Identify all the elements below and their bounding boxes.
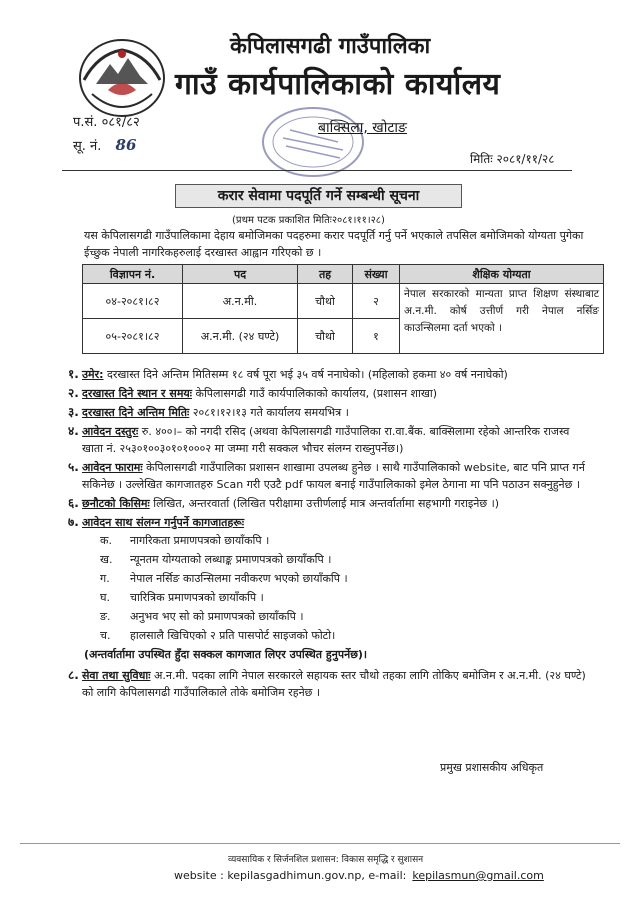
document-letter: ख. [100, 553, 113, 566]
municipality-name: केपिलासगढी गाउँपालिका [230, 34, 431, 59]
item-text: केपिलासगढी गाउँपालिका प्रशासन शाखामा उपलब्ध हुनेछ । साथै गाउँपालिकाको website, बाट पनि प्राप्त गर्न सकिनेछ । उल्लेखित कागजातहरु Scan गरी एउटै pdf फायल बनाई गाउँपालिकाको इमेल ठेगाना मा पनि पठाउन सक्नुहुनेछ । [82, 461, 585, 491]
item-text: दरखास्त दिने अन्तिम मितिसम्म १८ वर्ष पूरा भई ३५ वर्ष ननाघेको। (महिलाको हकमा ४० वर्ष ननाघेको) [103, 368, 508, 381]
email-link[interactable]: kepilasmun@gmail.com [412, 869, 544, 882]
item-number: ७. [68, 515, 79, 529]
footer-divider [20, 843, 620, 844]
website-text: website : kepilasgadhimun.gov.np, e-mail: [174, 869, 407, 882]
ad-number-cell: ०४-२०८१।८२ [83, 284, 183, 319]
document-text: अनुभव भए सो को प्रमाणपत्रको छायाँकपि । [130, 610, 304, 623]
dispatch-number [73, 136, 136, 154]
item-text: लिखित, अन्तरवार्ता (लिखित परीक्षामा उत्तीर्णलाई मात्र अन्तर्वार्तामा सहभागी गराइनेछ ।) [149, 497, 500, 510]
level-cell: चौथो [298, 319, 353, 354]
footer-motto: व्यवसायिक र सिर्जनशिल प्रशासन: विकास समृद्धि र सुशासन [228, 855, 424, 865]
table-header-row [83, 265, 604, 284]
item-number: ८. [68, 668, 79, 682]
document-letter: च. [100, 629, 111, 642]
item-number: ४. [68, 424, 79, 438]
post-cell: अ.न.मी. (२४ घण्टे) [183, 319, 298, 354]
item-label: आवेदन साथ संलग्न गर्नुपर्ने कागजातहरूः [82, 516, 245, 529]
list-item [68, 514, 592, 531]
item-text: केपिलासगढी गाउँ कार्यपालिकाको कार्यालय, (प्रशासन शाखा) [192, 387, 438, 400]
level-cell: चौथो [298, 284, 353, 319]
document-item [100, 531, 592, 550]
col-level: तह [298, 265, 353, 284]
item-text: रु. ४००।– को नगदी रसिद (अथवा केपिलासगढी गाउँपालिका रा.वा.बैंक. बाक्सिलामा रहेको आन्तरिक राजस्व खाता नं. २५३०१००३०१०१०००२ मा जम्मा गरी सक्कल भौचर संलग्न राख्नुपर्नेछ।) [82, 425, 570, 455]
list-item [68, 667, 592, 701]
item-text: अ.न.मी. पदका लागि नेपाल सरकारले सहायक स्तर चौथो तहका लागि तोकिए बमोजिम र अ.न.मी. (२४ घण्टे) को लागि केपिलासगढी गाउँपालिकाले तोके बमोजिम रहनेछ । [82, 669, 586, 699]
list-item [68, 366, 592, 383]
first-publication-date: (प्रथम पटक प्रकाशित मितिः२०८१।११।२८) [232, 215, 385, 226]
col-qualification: शैक्षिक योग्यता [400, 265, 604, 284]
document-text: हालसालै खिचिएको २ प्रति पासपोर्ट साइजको फोटो। [130, 629, 336, 642]
list-item [68, 404, 592, 421]
notice-items [68, 366, 592, 701]
item-number: ५. [68, 460, 79, 474]
item-number: ६. [68, 496, 79, 510]
count-cell: १ [353, 319, 400, 354]
list-item [68, 459, 592, 493]
item-label: सेवा तथा सुविधाः [82, 669, 151, 682]
office-address: बाक्सिला, खोटाङ [318, 120, 407, 136]
document-item [100, 607, 592, 626]
document-letter: ङ. [100, 610, 111, 623]
col-ad-number: विज्ञापन नं. [83, 265, 183, 284]
document-item [100, 550, 592, 569]
office-name: गाउँ कार्यपालिकाको कार्यालय [175, 67, 501, 102]
item-label: आवेदन दस्तुरः [82, 425, 139, 438]
qualification-cell: नेपाल सरकारको मान्यता प्राप्त शिक्षण संस्थाबाट अ.न.मी. कोर्ष उत्तीर्ण गरी नेपाल नर्सिङ काउन्सिलमा दर्ता भएको । [400, 284, 604, 354]
document-letter: ग. [100, 572, 110, 585]
item-text: २०८१।१२।१३ गते कार्यालय समयभित्र । [189, 406, 349, 419]
signatory-title: प्रमुख प्रशासकीय अधिकृत [440, 761, 544, 774]
item-label: छनौटको किसिमः [82, 497, 150, 510]
interview-note: (अन्तर्वार्तामा उपस्थित हुँदा सक्कल कागजात लिएर उपस्थित हुनुपर्नेछ)। [84, 648, 368, 661]
government-emblem-logo [78, 34, 166, 118]
document-text: चारित्रिक प्रमाणपत्रको छायाँकपि । [130, 591, 264, 604]
header-divider [62, 170, 572, 171]
document-item [100, 588, 592, 607]
dispatch-number-value: 86 [115, 136, 137, 154]
document-text: नेपाल नर्सिङ काउन्सिलमा नवीकरण भएको छायाँकपि । [130, 572, 348, 585]
notice-title: करार सेवामा पदपूर्ति गर्ने सम्बन्धी सूचना [175, 184, 462, 208]
list-item [68, 385, 592, 402]
item-label: दरखास्त दिने स्थान र समयः [82, 387, 193, 400]
item-number: १. [68, 367, 79, 381]
required-documents-list [100, 531, 592, 645]
reference-number: प.सं. ०८१/८२ [73, 115, 140, 130]
count-cell: २ [353, 284, 400, 319]
document-text: न्यूनतम योग्यताको लब्धाङ्क प्रमाणपत्रको छायाँकपि । [130, 553, 332, 566]
footer-contact [174, 869, 544, 882]
item-number: २. [68, 386, 79, 400]
list-item [68, 495, 592, 512]
dispatch-number-label: सू. नं. [73, 139, 102, 154]
col-post: पद [183, 265, 298, 284]
notice-intro: यस केपिलासगढी गाउँपालिकामा देहाय बमोजिमका पदहरुमा करार पदपूर्ति गर्नु पर्ने भएकाले तपसिल बमोजिमको योग्यता पुगेका ईच्छुक नेपाली नागरिकहरुलाई दरखास्त आह्वान गरिएको छ । [84, 229, 584, 259]
item-label: आवेदन फारामः [82, 461, 143, 474]
item-label: दरखास्त दिने अन्तिम मितिः [82, 406, 190, 419]
document-item [100, 569, 592, 588]
issue-date: मितिः २०८१/११/२८ [470, 152, 555, 166]
item-label: उमेर: [82, 368, 104, 381]
document-letter: क. [100, 534, 112, 547]
office-stamp [258, 100, 368, 180]
vacancy-table [82, 264, 604, 354]
document-text: नागरिकता प्रमाणपत्रको छायाँकपि । [130, 534, 270, 547]
item-number: ३. [68, 405, 79, 419]
list-item [68, 423, 592, 457]
post-cell: अ.न.मी. [183, 284, 298, 319]
ad-number-cell: ०५-२०८१।८२ [83, 319, 183, 354]
document-letter: घ. [100, 591, 110, 604]
document-item [100, 626, 592, 645]
col-count: संख्या [353, 265, 400, 284]
table-row [83, 284, 604, 319]
